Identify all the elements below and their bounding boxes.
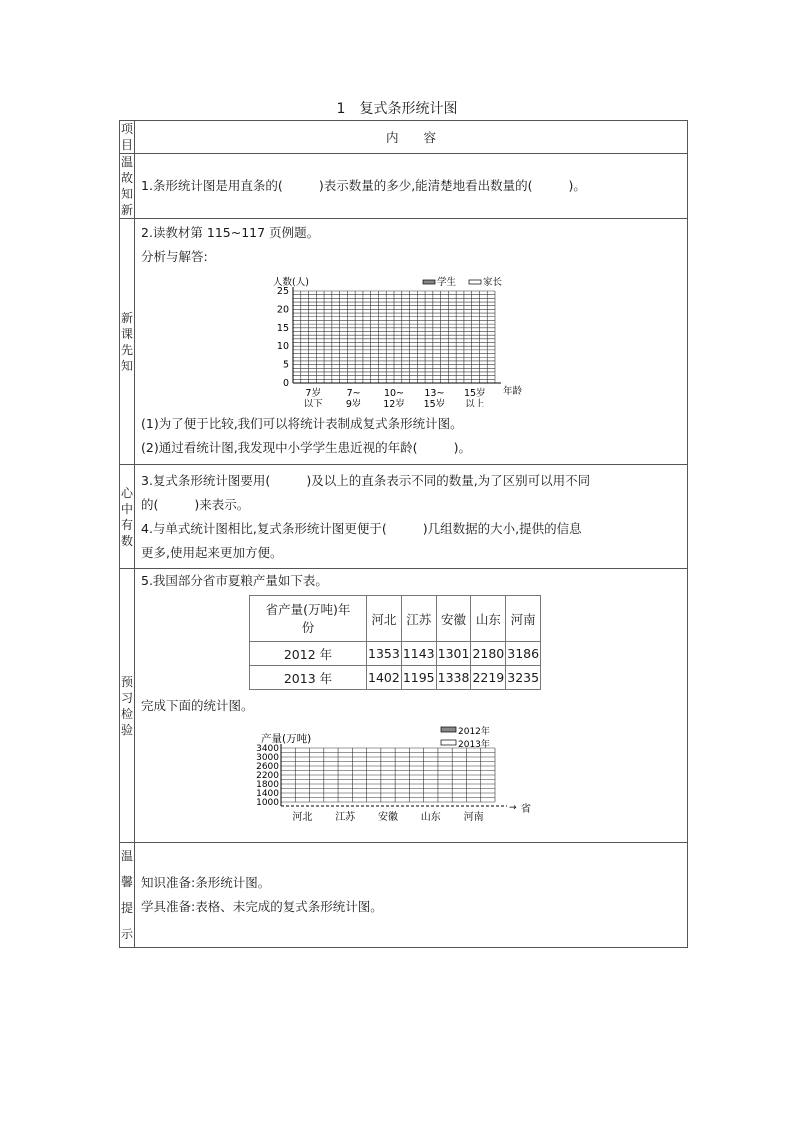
y-axis-label: 产量(万吨) (261, 733, 312, 745)
x-tick-label: 12岁 (383, 399, 405, 407)
x-tick-label: 江苏 (335, 812, 356, 823)
y-tick-label: 1800 (256, 780, 279, 790)
grain-data-table (249, 595, 541, 690)
x-axis-label: 省 (521, 804, 531, 815)
col-header: 河南 (506, 596, 541, 642)
review-content (135, 154, 688, 219)
col-header: 河北 (367, 596, 402, 642)
sub-question-2: (2)通过看统计图,我发现中小学学生患近视的年龄( )。 (141, 440, 471, 455)
x-tick-label: 15岁 (423, 399, 446, 407)
x-tick-label: 以下 (303, 399, 323, 407)
y-tick-label: 0 (282, 378, 289, 389)
new-content (135, 219, 688, 465)
table-row: 2013 年 1402 1195 1338 2219 3235 (250, 666, 541, 690)
heart-content: 3.复式条形统计图要用( )及以上的直条表示不同的数量,为了区别可以用不同 的( )来表示。 4.与单式统计图相比,复式条形统计图更便于( )几组数据的大小,提供的信息 更多,使用起来更加方便。 (135, 465, 688, 569)
legend-label: 2012年 (458, 727, 490, 737)
table-corner-header: 省产量(万吨)年 份 (250, 596, 367, 642)
analysis-label: 分析与解答: (141, 249, 208, 264)
title-number: 1 (336, 101, 346, 117)
question-1: 1.条形统计图是用直条的( )表示数量的多少,能清楚地看出数量的( )。 (141, 178, 586, 193)
age-bar-chart (141, 273, 681, 407)
tips-content: 知识准备:条形统计图。 学具准备:表格、未完成的复式条形统计图。 (135, 843, 688, 948)
col-header: 安徽 (436, 596, 471, 642)
header-content: 内 容 (135, 121, 688, 154)
x-axis-label: 年龄 (503, 386, 523, 397)
x-tick-label: 7~ (346, 388, 361, 399)
x-tick-label: 山东 (420, 812, 441, 823)
col-header: 山东 (471, 596, 506, 642)
label-heart: 心中有数 (120, 465, 135, 569)
y-tick-label: 10 (276, 341, 289, 353)
y-tick-label: 5 (282, 359, 289, 371)
y-tick-label: 3400 (256, 744, 279, 754)
legend-label: 家长 (483, 277, 503, 288)
y-tick-label: 25 (276, 286, 289, 297)
y-tick-label: 1000 (256, 798, 279, 808)
y-tick-label: 2600 (256, 762, 279, 772)
legend-label: 2013年 (458, 740, 490, 750)
legend-swatch (423, 280, 435, 284)
legend-swatch (469, 280, 481, 284)
question-2: 2.读教材第 115~117 页例题。 (141, 225, 320, 240)
x-tick-label: 7岁 (305, 388, 321, 399)
page-title (0, 98, 794, 118)
y-tick-label: 1400 (256, 789, 279, 799)
question-3: 3.复式条形统计图要用( )及以上的直条表示不同的数量,为了区别可以用不同 (141, 472, 591, 488)
x-tick-label: 10~ (383, 388, 405, 399)
x-tick-label: 15岁 (464, 388, 486, 399)
sub-question-1: (1)为了便于比较,我们可以将统计表制成复式条形统计图。 (141, 416, 463, 431)
table-row: 2012 年 1353 1143 1301 2180 3186 (250, 642, 541, 666)
col-header: 江苏 (401, 596, 436, 642)
question-4: 4.与单式统计图相比,复式条形统计图更便于( )几组数据的大小,提供的信息 (141, 520, 582, 536)
x-tick-label: 河南 (463, 812, 484, 823)
y-tick-label: 20 (276, 304, 289, 316)
grain-bar-chart (141, 722, 681, 826)
x-tick-label: 9岁 (345, 399, 362, 407)
label-new: 新课先知 (120, 219, 135, 465)
label-tips: 温馨 提示 (120, 843, 135, 948)
x-tick-label: 13~ (424, 388, 445, 399)
legend-swatch (441, 740, 456, 745)
complete-instruction: 完成下面的统计图。 (141, 698, 254, 713)
header-item: 项目 (120, 122, 133, 152)
x-tick-label: 河北 (292, 812, 313, 823)
y-tick-label: 2200 (256, 771, 279, 781)
y-axis-label: 人数(人) (273, 277, 309, 288)
title-text: 复式条形统计图 (359, 101, 458, 117)
y-tick-label: 15 (276, 322, 289, 334)
x-tick-label: 以上 (465, 399, 485, 407)
y-tick-label: 3000 (256, 753, 279, 763)
arrow-icon: → (509, 803, 517, 813)
x-tick-label: 安徽 (378, 812, 398, 823)
legend-swatch (441, 727, 456, 732)
question-5: 5.我国部分省市夏粮产量如下表。 (141, 573, 328, 588)
legend-label: 学生 (437, 277, 457, 288)
worksheet-table (119, 120, 688, 948)
label-preview: 预习检验 (120, 569, 135, 843)
label-review: 温故知新 (120, 155, 133, 217)
preview-content (135, 569, 688, 843)
